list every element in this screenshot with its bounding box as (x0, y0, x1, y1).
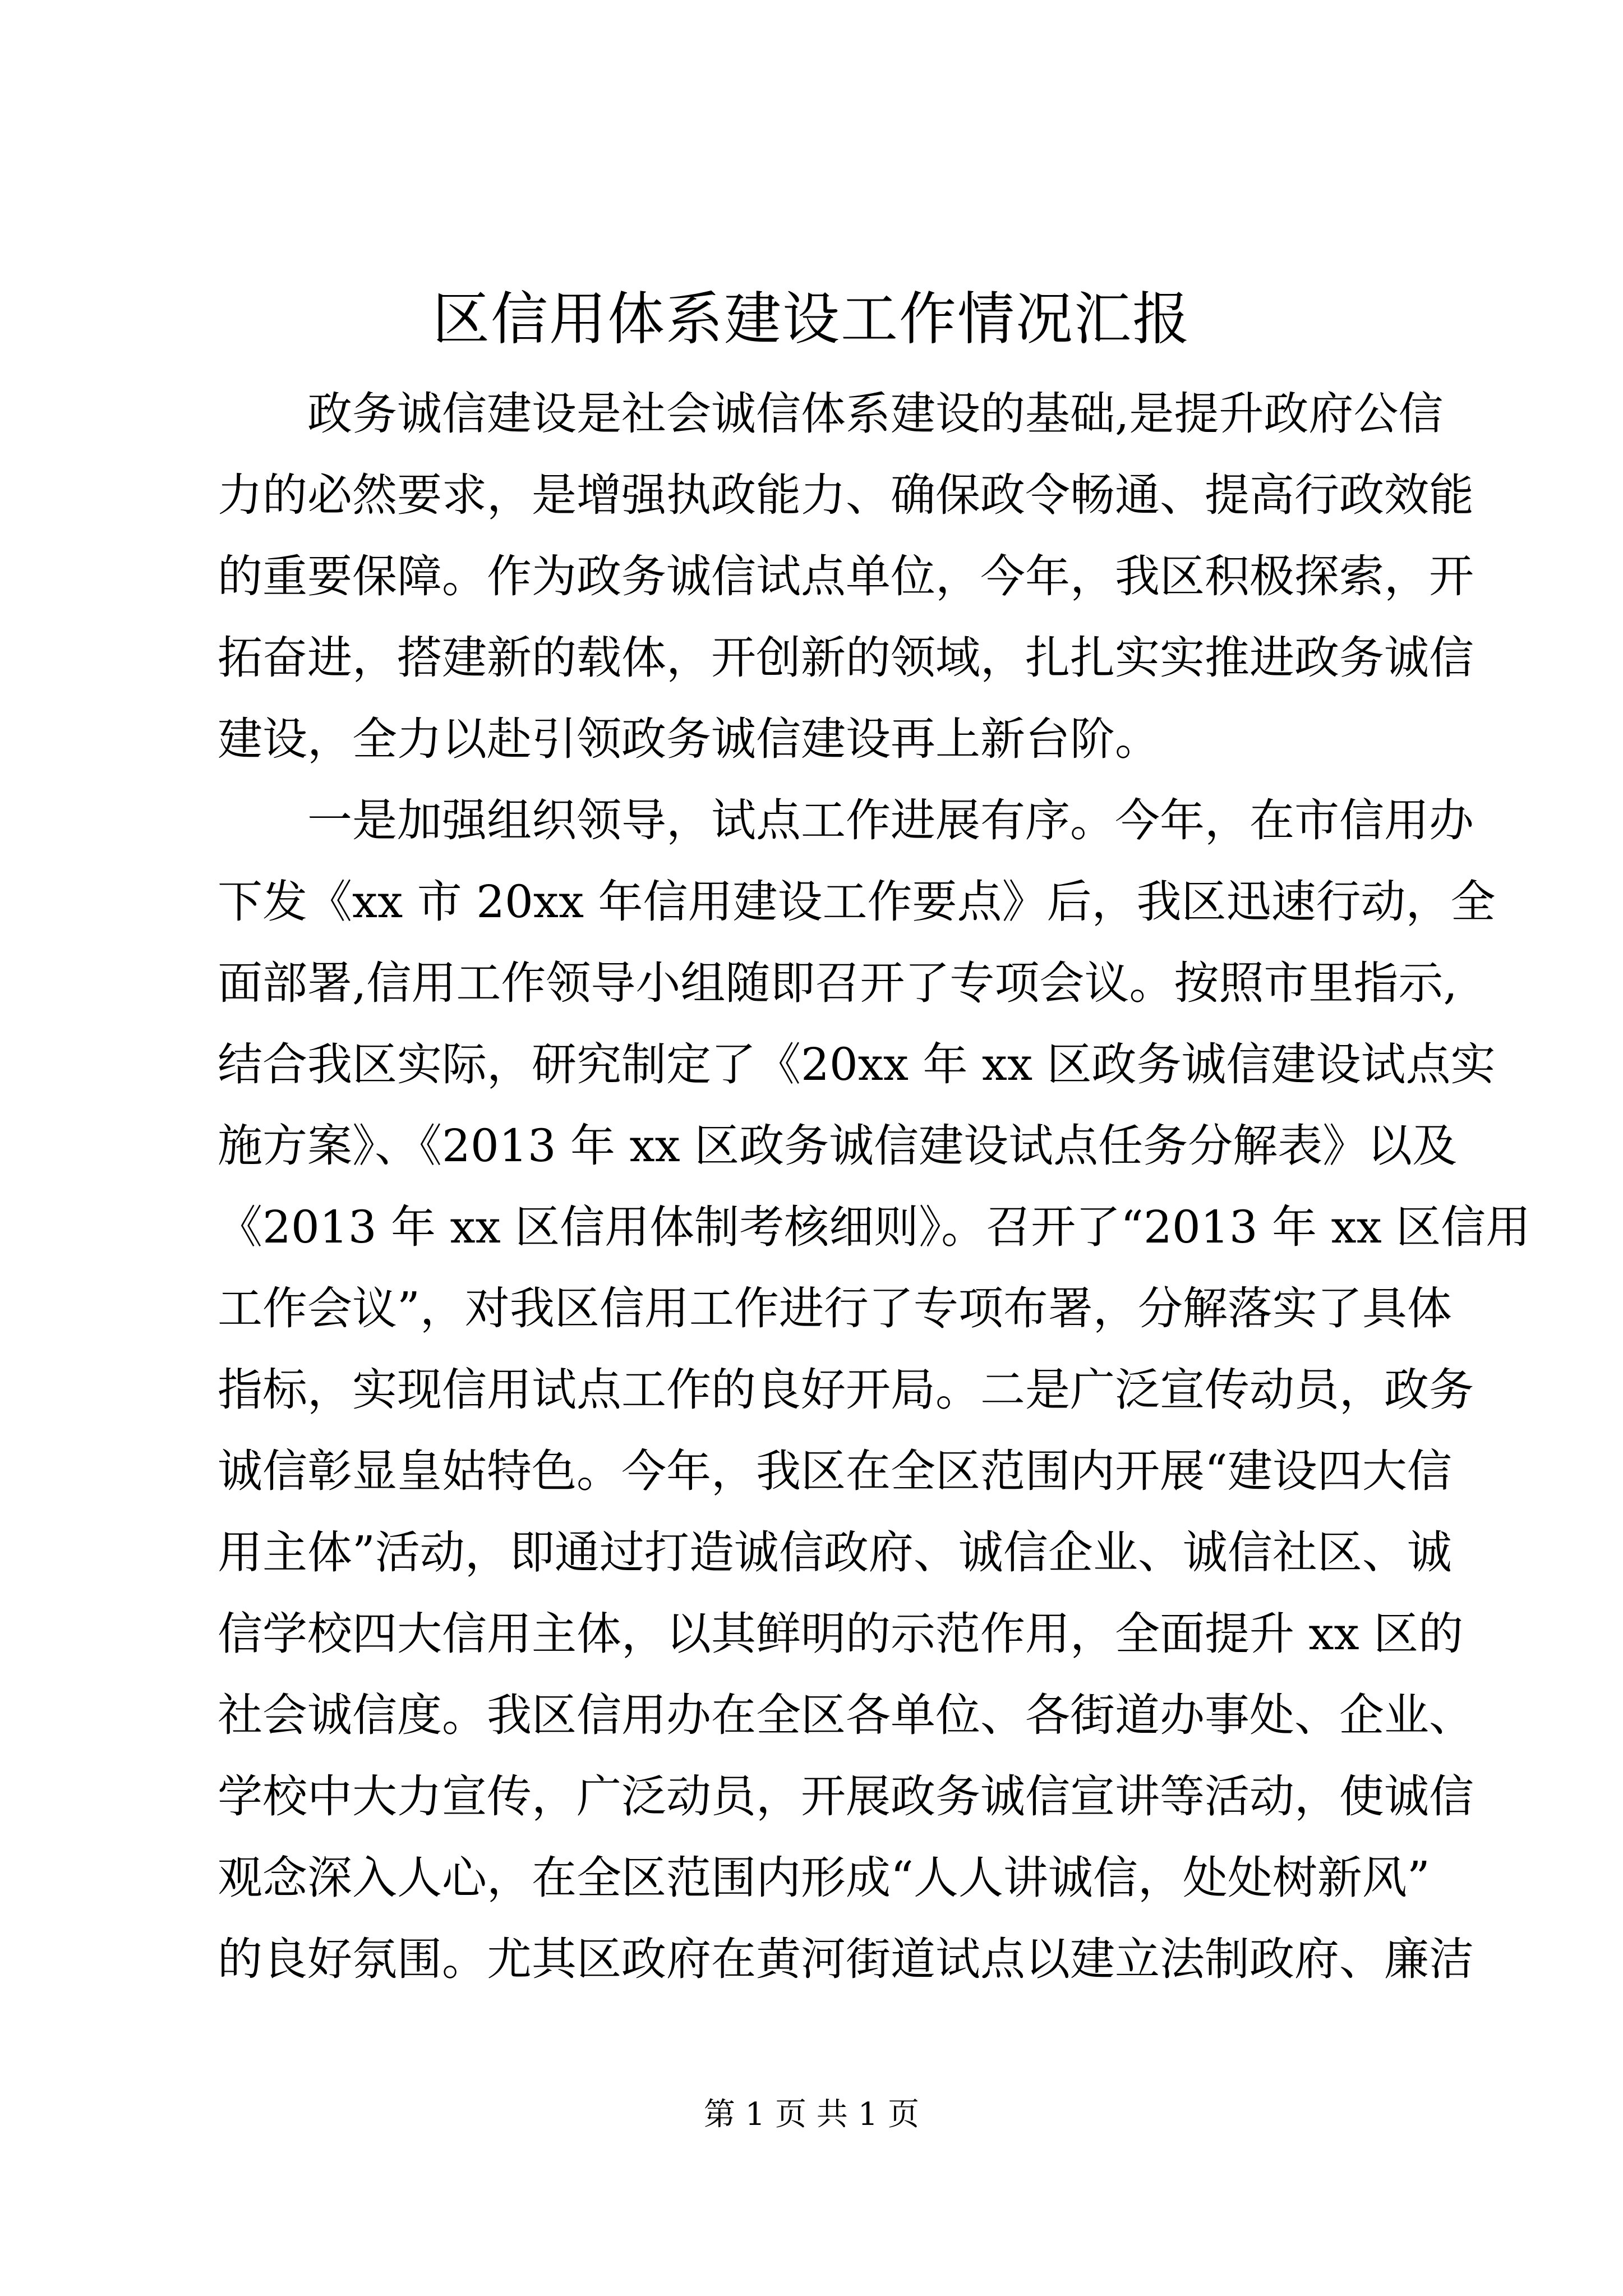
paragraph-line: 力的必然要求，是增强执政能力、确保政令畅通、提高行政效能 (218, 469, 1474, 521)
paragraph-line: 的重要保障。作为政务诚信试点单位，今年，我区积极探索，开 (218, 550, 1474, 602)
paragraph-line: 用主体”活动，即通过打造诚信政府、诚信企业、诚信社区、诚 (218, 1526, 1452, 1579)
paragraph-line: 的良好氛围。尤其区政府在黄河街道试点以建立法制政府、廉洁 (218, 1933, 1474, 1985)
document-body (218, 373, 1531, 2000)
document-title: 区信用体系建设工作情况汇报 (432, 286, 1191, 353)
paragraph-line: 下发《xx 市 20xx 年信用建设工作要点》后，我区迅速行动，全 (218, 876, 1496, 928)
paragraph-line: 面部署,信用工作领导小组随即召开了专项会议。按照市里指示, (218, 957, 1458, 1009)
paragraph-line: 拓奋进，搭建新的载体，开创新的领域，扎扎实实推进政务诚信 (218, 632, 1474, 684)
paragraph-line: 一是加强组织领导，试点工作进展有序。今年，在市信用办 (307, 794, 1474, 846)
paragraph-line: 《2013 年 xx 区信用体制考核细则》。召开了“2013 年 xx 区信用 (218, 1201, 1531, 1253)
paragraph-line: 观念深入人心，在全区范围内形成“人人讲诚信，处处树新风” (218, 1852, 1430, 1904)
paragraph-line: 建设，全力以赴引领政务诚信建设再上新台阶。 (218, 713, 1160, 765)
page-number-footer: 第 1 页 共 1 页 (703, 2096, 920, 2133)
paragraph-line: 结合我区实际，研究制定了《20xx 年 xx 区政务诚信建设试点实 (218, 1038, 1496, 1091)
paragraph-line: 政务诚信建设是社会诚信体系建设的基础,是提升政府公信 (307, 388, 1444, 440)
paragraph-line: 施方案》、《2013 年 xx 区政务诚信建设试点任务分解表》以及 (218, 1120, 1458, 1172)
paragraph-line: 社会诚信度。我区信用办在全区各单位、各街道办事处、企业、 (218, 1689, 1474, 1741)
paragraph-line: 指标，实现信用试点工作的良好开局。二是广泛宣传动员，政务 (218, 1364, 1474, 1416)
paragraph-line: 学校中大力宣传，广泛动员，开展政务诚信宣讲等活动，使诚信 (218, 1770, 1474, 1823)
paragraph-line: 诚信彰显皇姑特色。今年，我区在全区范围内开展“建设四大信 (218, 1445, 1452, 1497)
paragraph-line: 工作会议”，对我区信用工作进行了专项布署，分解落实了具体 (218, 1282, 1452, 1335)
paragraph-line: 信学校四大信用主体，以其鲜明的示范作用，全面提升 xx 区的 (218, 1608, 1464, 1660)
